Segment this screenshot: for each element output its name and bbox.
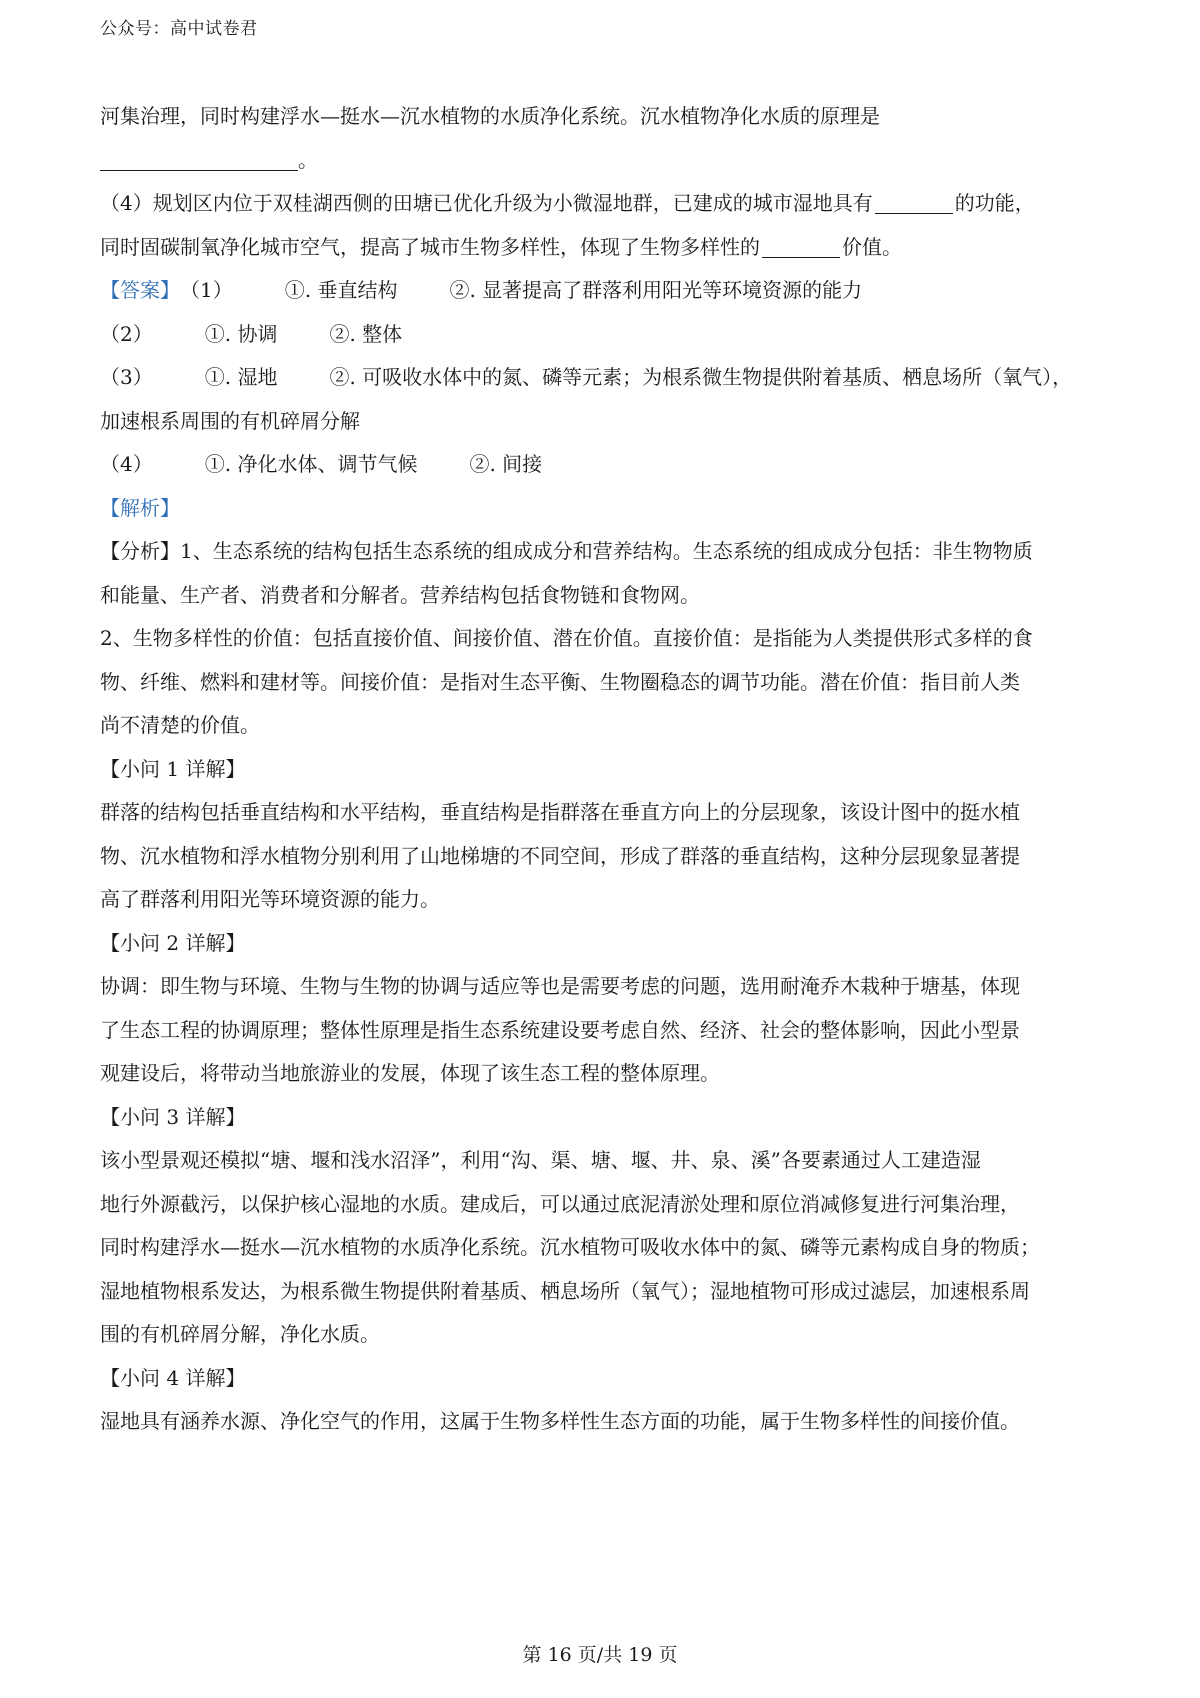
page-footer: 第 16 页/共 19 页 — [522, 1644, 678, 1666]
answer-blank — [100, 146, 298, 171]
answer-blank — [762, 233, 840, 258]
analysis-line: 【分析】1、生态系统的结构包括生态系统的组成成分和营养结构。生态系统的组成成分包括：非生物物质 — [100, 539, 1033, 563]
answer-line-2: （2） ①. 协调 ②. 整体 — [100, 321, 403, 346]
answer-line-3: （3） ①. 湿地 ②. 可吸收水体中的氮、磷等元素；为根系微生物提供附着基质、栖息场所（氧气）， — [100, 365, 1073, 389]
analysis-line: 和能量、生产者、消费者和分解者。营养结构包括食物链和食物网。 — [100, 582, 700, 607]
explanation-line: 围的有机碎屑分解，净化水质。 — [100, 1322, 380, 1346]
explanation-line: 协调：即生物与环境、生物与生物的协调与适应等也是需要考虑的问题，选用耐淹乔木栽种于塘基，体现 — [100, 974, 1020, 998]
analysis-tag: 【解析】 — [100, 495, 180, 520]
explanation-line: 地行外源截污，以保护核心湿地的水质。建成后，可以通过底泥清淤处理和原位消减修复进行河集治理， — [100, 1191, 1020, 1216]
analysis-line: 尚不清楚的价值。 — [100, 713, 260, 737]
explanation-line: 物、沉水植物和浮水植物分别利用了山地梯塘的不同空间，形成了群落的垂直结构，这种分层现象显著提 — [100, 843, 1020, 868]
answer-tag: 【答案】 — [100, 278, 180, 302]
page-header: 公众号：高中试卷君 — [100, 19, 258, 39]
explanation-line: 湿地具有涵养水源、净化空气的作用，这属于生物多样性生态方面的功能，属于生物多样性的间接价值。 — [100, 1409, 1020, 1433]
explanation-line: 群落的结构包括垂直结构和水平结构，垂直结构是指群落在垂直方向上的分层现象，该设计图中的挺水植 — [100, 800, 1020, 824]
question-4-line-2: 同时固碳制氧净化城市空气，提高了城市生物多样性，体现了生物多样性的 价值。 — [100, 234, 902, 259]
explanation-line: 同时构建浮水—挺水—沉水植物的水质净化系统。沉水植物可吸收水体中的氮、磷等元素构成自身的物质； — [100, 1235, 1040, 1259]
answer-blank — [875, 189, 953, 214]
analysis-line: 物、纤维、燃料和建材等。间接价值：是指对生态平衡、生物圈稳态的调节功能。潜在价值：指目前人类 — [100, 669, 1020, 694]
answer-line-3-cont: 加速根系周围的有机碎屑分解 — [100, 408, 360, 433]
question-3-blank-line: 。 — [100, 139, 1110, 183]
section-heading-q1: 【小问 1 详解】 — [100, 756, 246, 781]
analysis-line: 2、生物多样性的价值：包括直接价值、间接价值、潜在价值。直接价值：是指能为人类提供形式多样的食 — [100, 626, 1033, 650]
explanation-line: 湿地植物根系发达，为根系微生物提供附着基质、栖息场所（氧气）；湿地植物可形成过滤层，加速根系周 — [100, 1278, 1030, 1303]
question-3-tail-line: 河集治理，同时构建浮水—挺水—沉水植物的水质净化系统。沉水植物净化水质的原理是 — [100, 104, 880, 128]
section-heading-q3: 【小问 3 详解】 — [100, 1104, 246, 1129]
answer-line-1: 【答案】（1） ①. 垂直结构 ②. 显著提高了群落利用阳光等环境资源的能力 — [100, 278, 863, 302]
explanation-line: 观建设后，将带动当地旅游业的发展，体现了该生态工程的整体原理。 — [100, 1061, 720, 1085]
document-body — [100, 95, 1110, 1444]
question-4-line-1: （4）规划区内位于双桂湖西侧的田塘已优化升级为小微湿地群，已建成的城市湿地具有 的功能， — [100, 191, 1035, 215]
explanation-line: 高了群落利用阳光等环境资源的能力。 — [100, 887, 440, 911]
section-heading-q4: 【小问 4 详解】 — [100, 1365, 246, 1390]
section-heading-q2: 【小问 2 详解】 — [100, 930, 246, 955]
explanation-line: 了生态工程的协调原理；整体性原理是指生态系统建设要考虑自然、经济、社会的整体影响，因此小型景 — [100, 1017, 1020, 1042]
explanation-line: 该小型景观还模拟“塘、堰和浅水沼泽”，利用“沟、渠、塘、堰、井、泉、溪”各要素通过人工建造湿 — [100, 1148, 981, 1172]
answer-line-4: （4） ①. 净化水体、调节气候 ②. 间接 — [100, 452, 543, 476]
